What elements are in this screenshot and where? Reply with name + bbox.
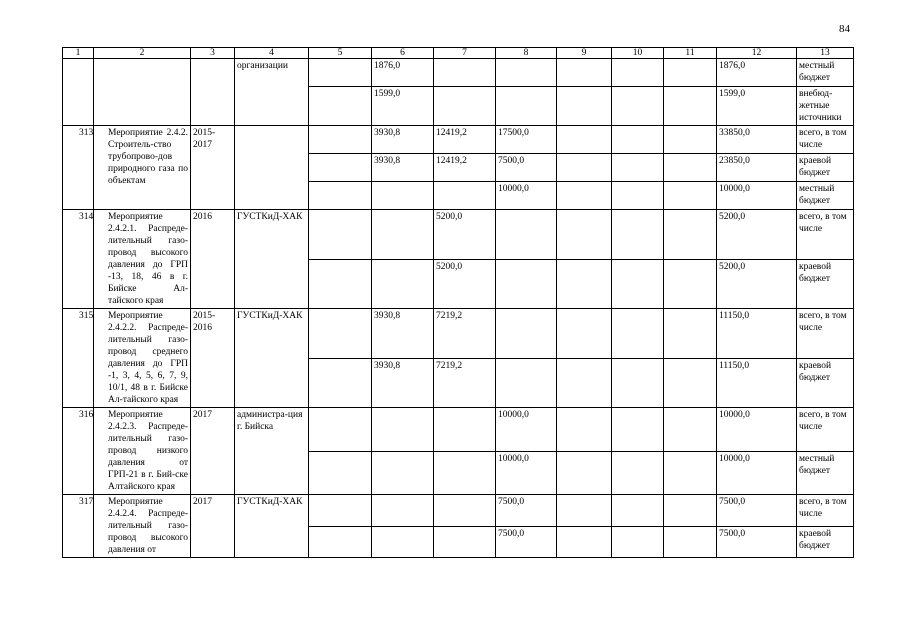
funding-source: местный бюджет bbox=[797, 182, 854, 210]
funding-source: краевой бюджет bbox=[797, 154, 854, 182]
table-row bbox=[63, 126, 854, 154]
amount-c8: 7500,0 bbox=[496, 495, 557, 527]
table-header bbox=[63, 48, 854, 59]
amount-c7: 7219,2 bbox=[434, 309, 496, 359]
amount-c6: 3930,8 bbox=[372, 358, 434, 408]
amount-c11 bbox=[664, 154, 717, 182]
amount-c10 bbox=[612, 126, 664, 154]
funding-source: всего, в том числе bbox=[797, 408, 854, 452]
executor-cell bbox=[235, 126, 309, 210]
amount-c9 bbox=[557, 451, 612, 495]
amount-c7: 5200,0 bbox=[434, 210, 496, 260]
amount-c7: 5200,0 bbox=[434, 259, 496, 309]
amount-c5 bbox=[309, 526, 372, 558]
column-header-3: 3 bbox=[191, 48, 235, 59]
amount-c12: 5200,0 bbox=[717, 259, 797, 309]
executor-cell: организации bbox=[235, 59, 309, 126]
amount-c10 bbox=[612, 59, 664, 87]
amount-c9 bbox=[557, 154, 612, 182]
amount-c12: 1599,0 bbox=[717, 87, 797, 126]
amount-c12: 10000,0 bbox=[717, 451, 797, 495]
amount-c5 bbox=[309, 259, 372, 309]
amount-c11 bbox=[664, 59, 717, 87]
funding-source: всего, в том числе bbox=[797, 309, 854, 359]
column-header-10: 10 bbox=[612, 48, 664, 59]
measure-name: Мероприятие 2.4.2.3. Распреде-лительный газо-провод низкого давления от ГРП-21 в г. Бий-ске Алтайского края bbox=[94, 408, 191, 495]
amount-c12: 1876,0 bbox=[717, 59, 797, 87]
amount-c7: 7219,2 bbox=[434, 358, 496, 408]
amount-c9 bbox=[557, 210, 612, 260]
amount-c11 bbox=[664, 309, 717, 359]
amount-c9 bbox=[557, 309, 612, 359]
funding-source: краевой бюджет bbox=[797, 526, 854, 558]
executor-cell: ГУСТКиД-ХАК bbox=[235, 495, 309, 558]
amount-c5 bbox=[309, 408, 372, 452]
measure-name: Мероприятие 2.4.2. Строитель-ство трубопрово-дов природного газа по объектам bbox=[94, 126, 191, 210]
amount-c7 bbox=[434, 182, 496, 210]
amount-c11 bbox=[664, 526, 717, 558]
funding-source: местный бюджет bbox=[797, 451, 854, 495]
amount-c12: 10000,0 bbox=[717, 408, 797, 452]
amount-c10 bbox=[612, 154, 664, 182]
amount-c7 bbox=[434, 408, 496, 452]
amount-c5 bbox=[309, 59, 372, 87]
table-row bbox=[63, 408, 854, 452]
amount-c5 bbox=[309, 182, 372, 210]
column-header-4: 4 bbox=[235, 48, 309, 59]
column-header-12: 12 bbox=[717, 48, 797, 59]
measure-name: Мероприятие 2.4.2.1. Распреде-лительный газо-провод высокого давления до ГРП -13, 18, 46 в г. Бийске Ал-тайского края bbox=[94, 210, 191, 309]
row-number: 314 bbox=[63, 210, 94, 309]
amount-c6 bbox=[372, 182, 434, 210]
amount-c6: 3930,8 bbox=[372, 126, 434, 154]
column-header-6: 6 bbox=[372, 48, 434, 59]
column-header-2: 2 bbox=[94, 48, 191, 59]
amount-c9 bbox=[557, 495, 612, 527]
funding-source: внебюд-жетные источники bbox=[797, 87, 854, 126]
amount-c12: 23850,0 bbox=[717, 154, 797, 182]
amount-c9 bbox=[557, 526, 612, 558]
amount-c9 bbox=[557, 59, 612, 87]
budget-table bbox=[62, 47, 854, 558]
funding-source: краевой бюджет bbox=[797, 259, 854, 309]
amount-c9 bbox=[557, 358, 612, 408]
executor-cell: администра-ция г. Бийска bbox=[235, 408, 309, 495]
row-number bbox=[63, 59, 94, 126]
amount-c8: 10000,0 bbox=[496, 451, 557, 495]
header-row bbox=[63, 48, 854, 59]
funding-source: всего, в том числе bbox=[797, 210, 854, 260]
amount-c10 bbox=[612, 182, 664, 210]
amount-c5 bbox=[309, 210, 372, 260]
amount-c6 bbox=[372, 259, 434, 309]
amount-c8 bbox=[496, 309, 557, 359]
row-number: 315 bbox=[63, 309, 94, 408]
amount-c12: 11150,0 bbox=[717, 309, 797, 359]
column-header-1: 1 bbox=[63, 48, 94, 59]
amount-c5 bbox=[309, 451, 372, 495]
column-header-5: 5 bbox=[309, 48, 372, 59]
table-row bbox=[63, 495, 854, 527]
funding-source: всего, в том числе bbox=[797, 126, 854, 154]
amount-c10 bbox=[612, 259, 664, 309]
amount-c10 bbox=[612, 210, 664, 260]
amount-c8 bbox=[496, 210, 557, 260]
amount-c6 bbox=[372, 408, 434, 452]
executor-cell: ГУСТКиД-ХАК bbox=[235, 210, 309, 309]
funding-source: местный бюджет bbox=[797, 59, 854, 87]
column-header-9: 9 bbox=[557, 48, 612, 59]
years-cell: 2016 bbox=[191, 210, 235, 309]
amount-c10 bbox=[612, 451, 664, 495]
amount-c7 bbox=[434, 59, 496, 87]
amount-c5 bbox=[309, 309, 372, 359]
table-body bbox=[63, 59, 854, 558]
measure-name: Мероприятие 2.4.2.2. Распреде-лительный газо-провод среднего давления до ГРП -1, 3, 4, 5, 6, 7, 9, 10/1, 48 в г. Бийске Ал-тайского края bbox=[94, 309, 191, 408]
amount-c7 bbox=[434, 495, 496, 527]
amount-c7 bbox=[434, 526, 496, 558]
amount-c8 bbox=[496, 358, 557, 408]
row-number: 316 bbox=[63, 408, 94, 495]
amount-c12: 5200,0 bbox=[717, 210, 797, 260]
executor-cell: ГУСТКиД-ХАК bbox=[235, 309, 309, 408]
amount-c6: 3930,8 bbox=[372, 154, 434, 182]
page-number: 84 bbox=[839, 23, 850, 35]
row-number: 317 bbox=[63, 495, 94, 558]
amount-c8 bbox=[496, 259, 557, 309]
amount-c5 bbox=[309, 154, 372, 182]
amount-c8 bbox=[496, 87, 557, 126]
amount-c8: 7500,0 bbox=[496, 154, 557, 182]
amount-c8: 17500,0 bbox=[496, 126, 557, 154]
table-row bbox=[63, 59, 854, 87]
measure-name bbox=[94, 59, 191, 126]
amount-c12: 7500,0 bbox=[717, 495, 797, 527]
amount-c7: 12419,2 bbox=[434, 154, 496, 182]
column-header-13: 13 bbox=[797, 48, 854, 59]
column-header-7: 7 bbox=[434, 48, 496, 59]
amount-c11 bbox=[664, 408, 717, 452]
amount-c5 bbox=[309, 358, 372, 408]
amount-c6: 3930,8 bbox=[372, 309, 434, 359]
amount-c6: 1599,0 bbox=[372, 87, 434, 126]
column-header-11: 11 bbox=[664, 48, 717, 59]
amount-c12: 11150,0 bbox=[717, 358, 797, 408]
amount-c12: 7500,0 bbox=[717, 526, 797, 558]
years-cell: 2017 bbox=[191, 495, 235, 558]
amount-c9 bbox=[557, 408, 612, 452]
amount-c12: 33850,0 bbox=[717, 126, 797, 154]
amount-c10 bbox=[612, 358, 664, 408]
amount-c8: 10000,0 bbox=[496, 182, 557, 210]
table-row bbox=[63, 309, 854, 359]
years-cell: 2015-2016 bbox=[191, 309, 235, 408]
amount-c10 bbox=[612, 408, 664, 452]
amount-c9 bbox=[557, 87, 612, 126]
years-cell: 2015-2017 bbox=[191, 126, 235, 210]
amount-c6 bbox=[372, 526, 434, 558]
amount-c11 bbox=[664, 451, 717, 495]
amount-c11 bbox=[664, 126, 717, 154]
amount-c11 bbox=[664, 87, 717, 126]
amount-c6: 1876,0 bbox=[372, 59, 434, 87]
amount-c9 bbox=[557, 259, 612, 309]
amount-c8: 10000,0 bbox=[496, 408, 557, 452]
amount-c10 bbox=[612, 526, 664, 558]
years-cell bbox=[191, 59, 235, 126]
funding-source: всего, в том числе bbox=[797, 495, 854, 527]
amount-c6 bbox=[372, 451, 434, 495]
amount-c9 bbox=[557, 126, 612, 154]
amount-c12: 10000,0 bbox=[717, 182, 797, 210]
amount-c10 bbox=[612, 495, 664, 527]
amount-c10 bbox=[612, 87, 664, 126]
amount-c7 bbox=[434, 87, 496, 126]
amount-c6 bbox=[372, 495, 434, 527]
amount-c11 bbox=[664, 259, 717, 309]
amount-c11 bbox=[664, 358, 717, 408]
amount-c11 bbox=[664, 210, 717, 260]
row-number: 313 bbox=[63, 126, 94, 210]
funding-source: краевой бюджет bbox=[797, 358, 854, 408]
amount-c8: 7500,0 bbox=[496, 526, 557, 558]
amount-c10 bbox=[612, 309, 664, 359]
amount-c11 bbox=[664, 182, 717, 210]
amount-c5 bbox=[309, 495, 372, 527]
amount-c7: 12419,2 bbox=[434, 126, 496, 154]
amount-c8 bbox=[496, 59, 557, 87]
amount-c6 bbox=[372, 210, 434, 260]
amount-c7 bbox=[434, 451, 496, 495]
years-cell: 2017 bbox=[191, 408, 235, 495]
measure-name: Мероприятие 2.4.2.4. Распреде-лительный газо-провод высокого давления от bbox=[94, 495, 191, 558]
amount-c9 bbox=[557, 182, 612, 210]
table-row bbox=[63, 210, 854, 260]
column-header-8: 8 bbox=[496, 48, 557, 59]
amount-c5 bbox=[309, 87, 372, 126]
amount-c5 bbox=[309, 126, 372, 154]
amount-c11 bbox=[664, 495, 717, 527]
